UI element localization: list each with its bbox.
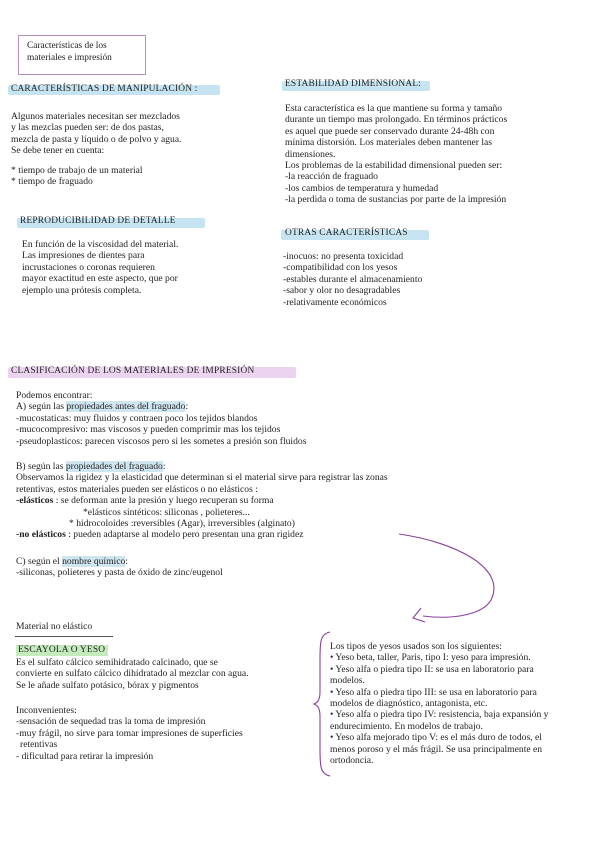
nonelastic-heading: Material no elástico [16, 621, 93, 632]
arrow-icon [395, 528, 515, 632]
stability-text: Esta característica es la que mantiene su forma y tamaño durante un tiempo mas prolongado. En términos prácticos es aquel que puede ser conservado durante 24-48h con mínima distorsión. Los materiales deben mantener las dimensiones. Los problemas de la estabilidad dimensional pueden ser: -la reacción de fraguado -los cambios de temperatura y humedad -la perdida o toma de sustancias por parte de la impresión [285, 103, 508, 206]
manipulation-heading: CARACTERÍSTICAS DE MANIPULACIÓN : [11, 84, 198, 94]
highlight: propiedades antes del fraguado [66, 401, 186, 413]
detail-heading: REPRODUCIBILIDAD DE DETALLE [20, 216, 176, 226]
other-heading: OTRAS CARACTERÍSTICAS [285, 228, 408, 238]
title-box [18, 35, 146, 75]
page-title: Características de los materiales e impresión [27, 41, 112, 63]
classification-c: C) según el nombre químico: -siliconas, polieteres y pasta de óxido de zinc/eugenol [16, 556, 223, 579]
classification-heading: CLASIFICACIÓN DE LOS MATERIALES DE IMPRESIÓN [11, 366, 255, 376]
classification-b: B) según las propiedades del fraguado: Observamos la rigidez y la elasticidad que determinan si el material sirve para registrar las zonas retentivas, estos materiales pueden ser elásticos o no elásticos : -elásticos : se deforman ante la presión y luego recuperan su forma *elásticos sintéticos: siliconas , polieteres... * hidrocoloides :reversibles (Agar), irreversibles (alginato) -no elásticos : pueden adaptarse al modelo pero presentan una gran rigidez [16, 461, 388, 541]
highlight: nombre químico [62, 556, 126, 567]
gypsum-subheading: ESCAYOLA O YESO [18, 645, 106, 655]
other-text: -inocuos: no presenta toxicidad -compatibilidad con los yesos -estables durante el almacenamiento -sabor y olor no desagradables -relativamente económicos [283, 251, 423, 308]
classification-text: Podemos encontrar: A) según las propiedades antes del fraguado: -mucostaticas: muy fluidos y contraen poco los tejidos blandos -mucocompresivo: mas viscosos y pueden comprimir mas los tejidos -pseudoplasticos: parecen viscosos pero si les sometes a presión son fluidos [16, 390, 307, 447]
highlight: propiedades del fraguado [65, 461, 163, 472]
inconvenientes: Inconvenientes: -sensación de sequedad tras la toma de impresión -muy frágil, no sirve para tomar impresiones de superficies retentivas - dificultad para retirar la impresión [16, 705, 243, 762]
detail-text: En función de la viscosidad del material. Las impresiones de dientes para incrustaciones o coronas requieren mayor exactitud en este aspecto, que por ejemplo una prótesis completa. [22, 239, 179, 296]
manipulation-text: Algunos materiales necesitan ser mezclados y las mezclas pueden ser: de dos pastas, mezcla de pasta y líquido o de polvo y agua. Se debe tener en cuenta: [11, 111, 182, 157]
divider [15, 636, 113, 637]
nonelastic-text: Es el sulfato cálcico semihidratado calcinado, que se convierte en sulfato cálcico dihidratado al mezclar con agua. Se le añade sulfato potásico, bórax y pigmentos [16, 657, 249, 691]
stability-heading: ESTABILIDAD DIMENSIONAL: [285, 79, 422, 89]
manipulation-bullets: * tiempo de trabajo de un material * tiempo de fraguado [11, 165, 143, 188]
gypsum-types: Los tipos de yesos usados son los siguientes: • Yeso beta, taller, Paris, tipo I: yeso para impresión. • Yeso alfa o piedra tipo II: se usa en laboratorio para modelos. • Yeso alfa o piedra tipo III: se usa en laboratorio para modelos de diagnóstico, antagonista, etc. • Yeso alfa o piedra tipo IV: resistencia, baja expansión y endurecimiento. En modelos de trabajo. • Yeso alfa mejorado tipo V: es el más duro de todos, el menos poroso y el más frágil. Se usa principalmente en ortodoncia. [330, 641, 549, 767]
